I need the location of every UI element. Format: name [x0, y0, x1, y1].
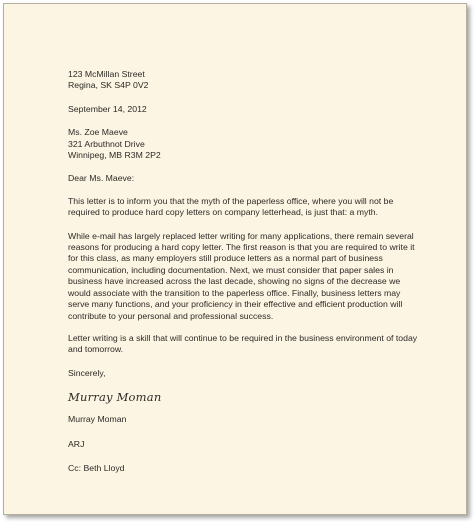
- recipient-address-line1: 321 Arbuthnot Drive: [68, 138, 145, 149]
- sender-address-line1: 123 McMillan Street: [68, 69, 145, 79]
- letter-page: [3, 3, 467, 515]
- sender-address: [68, 69, 420, 92]
- cc-line: Cc: Beth Lloyd: [68, 462, 125, 473]
- handwritten-signature: Murray Moman: [68, 390, 162, 405]
- recipient-address: [68, 127, 420, 161]
- typist-initials: ARJ: [68, 438, 85, 449]
- sender-address-line2: Regina, SK S4P 0V2: [68, 80, 149, 91]
- salutation: Dear Ms. Maeve:: [68, 173, 135, 184]
- letter-body: [68, 69, 420, 474]
- letter-date: September 14, 2012: [68, 103, 147, 114]
- recipient-address-line2: Winnipeg, MB R3M 2P2: [68, 150, 161, 161]
- signer-name: Murray Moman: [68, 414, 127, 425]
- paragraph-3: Letter writing is a skill that will continue to be required in the business environment of today and tomorrow.: [68, 332, 418, 355]
- recipient-name: Ms. Zoe Maeve: [68, 127, 128, 138]
- paragraph-1: This letter is to inform you that the myth of the paperless office, where you will not be required to produce hard copy letters on company letterhead, is just that: a myth.: [68, 195, 394, 218]
- paragraph-2: While e-mail has largely replaced letter writing for many applications, there remain several reasons for producing a hard copy letter. The first reason is that you are required to write it for this class, as many employers still produce letters as a normal part of business communication, including documentation. Next, we must consider that paper sales in business have increased across the last decade, showing no signs of the decrease we would associate with the transition to the paperless office. Finally, business letters may serve many functions, and your proficiency in their effective and efficient production will contribute to your personal and professional success.: [68, 230, 415, 321]
- closing: Sincerely,: [68, 367, 106, 378]
